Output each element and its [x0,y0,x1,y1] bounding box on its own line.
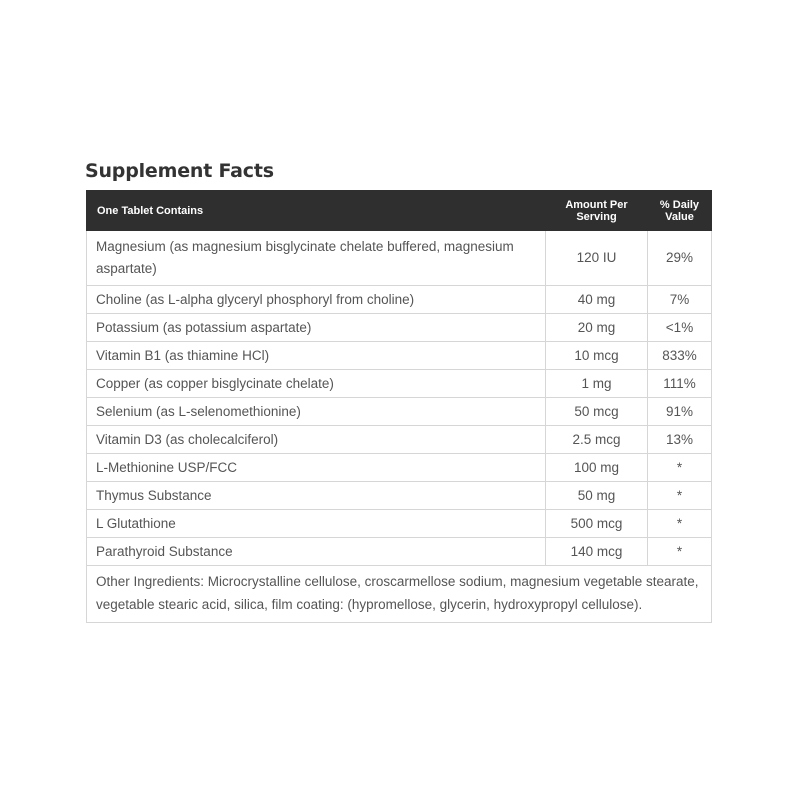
table-row [87,342,712,370]
ingredient-amount: 500 mcg [546,510,648,538]
ingredient-name: L-Methionine USP/FCC [87,454,546,482]
ingredient-daily-value: 7% [648,286,712,314]
ingredient-name: L Glutathione [87,510,546,538]
ingredient-amount: 100 mg [546,454,648,482]
ingredient-name: Choline (as L-alpha glyceryl phosphoryl from choline) [87,286,546,314]
supplement-facts-table [86,190,712,623]
ingredient-daily-value: 833% [648,342,712,370]
ingredient-daily-value: * [648,482,712,510]
ingredient-name: Potassium (as potassium aspartate) [87,314,546,342]
ingredient-amount: 2.5 mcg [546,426,648,454]
header-row [87,191,712,231]
ingredient-amount: 10 mcg [546,342,648,370]
ingredient-name: Copper (as copper bisglycinate chelate) [87,370,546,398]
table-row [87,398,712,426]
column-header-ingredient-label: One Tablet Contains [97,204,204,217]
ingredient-amount: 1 mg [546,370,648,398]
ingredient-daily-value: <1% [648,314,712,342]
table-row [87,314,712,342]
ingredient-daily-value: 111% [648,370,712,398]
table-header [87,191,712,231]
table-row [87,538,712,566]
other-ingredients-row [87,566,712,623]
table-row [87,370,712,398]
column-header-amount [546,191,648,231]
table-row [87,510,712,538]
ingredient-daily-value: * [648,538,712,566]
table-row [87,426,712,454]
ingredient-daily-value: 29% [648,231,712,286]
ingredient-amount: 40 mg [546,286,648,314]
ingredient-daily-value: 13% [648,426,712,454]
table-row [87,482,712,510]
ingredient-daily-value: * [648,454,712,482]
table-row [87,286,712,314]
ingredient-amount: 50 mcg [546,398,648,426]
column-header-amount-line2: Serving [576,210,617,223]
ingredient-daily-value: 91% [648,398,712,426]
ingredient-name: Vitamin D3 (as cholecalciferol) [87,426,546,454]
ingredient-amount: 20 mg [546,314,648,342]
column-header-amount-line1: Amount Per [565,198,628,211]
column-header-dv-line2: Value [665,210,694,223]
ingredient-amount: 120 IU [546,231,648,286]
ingredient-name: Vitamin B1 (as thiamine HCl) [87,342,546,370]
ingredient-name: Selenium (as L-selenomethionine) [87,398,546,426]
table-row [87,231,712,286]
column-header-dv-line1: % Daily [659,198,700,211]
column-header-daily-value [648,191,712,231]
supplement-facts-title: Supplement Facts [85,160,274,182]
column-header-ingredient [87,191,546,231]
ingredient-name: Thymus Substance [87,482,546,510]
ingredient-name: Magnesium (as magnesium bisglycinate chelate buffered, magnesium aspartate) [87,231,546,286]
ingredient-name: Parathyroid Substance [87,538,546,566]
table-body [87,231,712,623]
ingredient-amount: 50 mg [546,482,648,510]
other-ingredients-text: Other Ingredients: Microcrystalline cellulose, croscarmellose sodium, magnesium vegetable stearate, vegetable stearic acid, silica, film coating: (hypromellose, glycerin, hydroxypropyl cellulose). [87,566,712,623]
table-row [87,454,712,482]
ingredient-daily-value: * [648,510,712,538]
ingredient-amount: 140 mcg [546,538,648,566]
